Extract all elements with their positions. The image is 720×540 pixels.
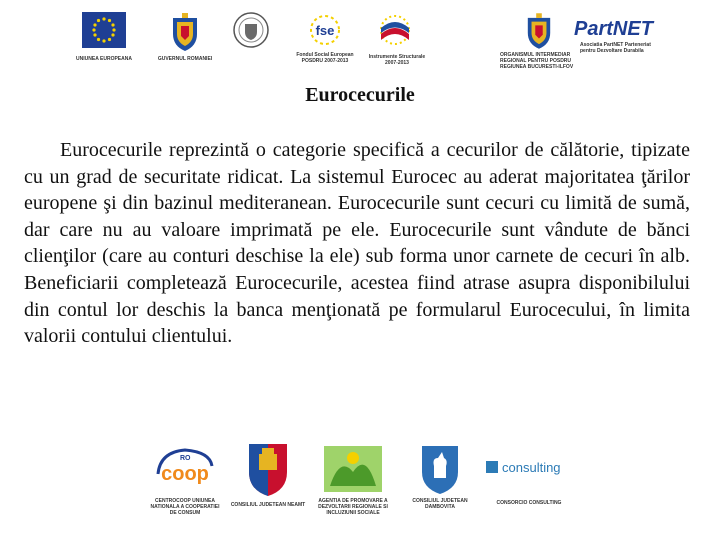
body-paragraph: Eurocecurile reprezintă o categorie specifică a cecurilor de călătorie, tipizate cu un grad de securitate ridicat. La sistemul Eurocec au aderat majoritatea ţărilor europene şi din bazinul mediteranean. Eurocecurile sunt cecuri cu limită de sumă, dar care nu au valoare imprimată pe ele. Eurocecurile sunt vândute de bănci clienţilor (care au conturi deschise la ele) sub forma unor carnete de cecuri în alb. Beneficiarii completează Eurocecurile, acestea fiind atrase asupra disponibilului din contul lor deschis la banca menţionată pe formularul Eurocecului, în limita valorii contului clientului.	[24, 139, 690, 348]
partnet-brand: PartNET	[574, 18, 653, 40]
centrocoop-logo	[150, 444, 220, 499]
neamt-crest-icon	[245, 440, 291, 498]
svg-text:RO: RO	[180, 455, 191, 462]
coat-of-arms-icon	[170, 12, 200, 52]
svg-text:coop: coop	[161, 463, 209, 485]
consulting-caption: CONSORCIO CONSULTING	[496, 500, 562, 506]
eu-flag-icon	[82, 12, 126, 48]
consulting-grid-icon	[486, 461, 498, 473]
consulting-brand: consulting	[502, 459, 561, 475]
neamt-crest-caption: CONSILIUL JUDETEAN NEAMT	[230, 502, 306, 508]
partnet-logo	[574, 18, 654, 41]
dambovita-crest-logo	[418, 442, 462, 501]
centrocoop-caption: CENTROCOOP UNIUNEA NATIONALA A COOPERATIEI DE CONSUM	[150, 498, 220, 516]
round-seal-icon	[233, 12, 269, 48]
eu-flag-caption: UNIUNEA EUROPEANA	[76, 56, 132, 62]
svg-text:fse: fse	[315, 23, 335, 38]
partnet-caption: Asociatia PartNET Parteneriat pentru Dezvoltare Durabila	[580, 42, 651, 54]
structural-instruments-icon	[375, 10, 415, 50]
regional-agency-caption: AGENTIA DE PROMOVARE A DEZVOLTARII REGIONALE SI INCLUZIUNII SOCIALE	[318, 498, 388, 516]
fse-logo	[305, 12, 345, 53]
regional-agency-logo	[320, 442, 386, 501]
consulting-logo	[486, 458, 576, 476]
round-seal-logo	[233, 12, 269, 53]
dambovita-crest-caption: CONSILIUL JUDETEAN DAMBOVITA	[412, 498, 468, 510]
intermediate-crest-logo	[525, 12, 553, 55]
neamt-crest-logo	[245, 440, 291, 503]
footer-logo-bar	[0, 436, 720, 540]
structural-instruments-caption: Instrumente Structurale 2007-2013	[368, 54, 426, 66]
page-title: Eurocecurile	[305, 84, 415, 106]
government-crest-caption: GUVERNUL ROMANIEI	[157, 56, 213, 62]
regional-agency-icon	[320, 442, 386, 496]
fse-caption: Fondul Social European POSDRU 2007-2013	[296, 52, 354, 64]
dambovita-crest-icon	[418, 442, 462, 496]
coat-of-arms-icon-2	[525, 12, 553, 50]
coop-swirl-icon	[150, 444, 220, 494]
eu-flag-logo	[82, 12, 126, 53]
government-crest-logo	[170, 12, 200, 57]
fse-star-icon	[305, 12, 345, 48]
header-logo-bar	[0, 0, 720, 80]
intermediate-crest-caption: ORGANISMUL INTERMEDIAR REGIONAL PENTRU POSDRU REGIUNEA BUCURESTI-ILFOV	[500, 52, 574, 70]
structural-instruments-logo	[375, 10, 415, 55]
